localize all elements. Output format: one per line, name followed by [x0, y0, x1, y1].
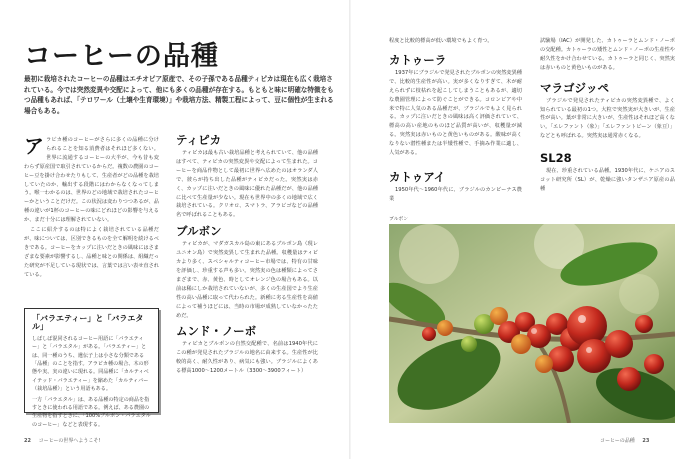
- heading-bourbon: ブルボン: [176, 224, 222, 239]
- coffee-cherries-photo: [389, 224, 675, 423]
- left-page-number: 22: [24, 438, 31, 444]
- left-column-2: [176, 133, 318, 376]
- heading-catuai: カトゥアイ: [389, 169, 446, 184]
- caturra-text: 1937年にブラジルで発見されたブルボンの突然変異種で、比較的生産性が高い。実が多くなりすぎて、木が耐えられずに枝枯れを起こしてしまうこともあるが、適切な農園管理によって防ぐことができる。コロンビアや中米で特に人気のある品種だが、ブラジルでもよく見られる。カップに注いだときの風味は高く評価されていて、標高の高い産地のものほど品質が高いが、収穫量が減る。突然実は赤いものと黄色いものがある。酸味が高くなりない潜性種または半矮性種で、手摘み作業に適し、人気がある。: [389, 69, 522, 157]
- left-footer-text: コーヒーの世界へようこそ!: [38, 438, 101, 444]
- photo-caption: ブルボン: [389, 217, 408, 222]
- sidebar-title: 「バラエティー」と「バラエタル」: [32, 314, 144, 332]
- colB-top-text: 試験場（IAC）が開発した、カトゥーラとムンド・ノーボの交配種。カトゥーラの矮性とムンド・ノーボの生産性や耐久性をかけ合わせている。カトゥーラと同じく、突然実は赤いものと黄色いものがある。: [540, 38, 675, 71]
- colA-top-text: 程度と比較的標高が低い環境でもよく育つ。: [389, 38, 493, 44]
- right-column-1: [389, 37, 522, 204]
- column1-text-1: ラビカ種のコーヒーがさらに多くの品種に分けられることを知る消費者はそれほど多くない。世界に流通するコーヒーの大半が、今も昔も変わらず原産国で取引されているからだ。複数の農園のコーヒー豆を掛け合わせたりもして、生産者がどの品種を栽培していたのか、輸出する段階にはわからなくなってしまう。喉一わかるのは、世界のどの地域で栽培されたコーヒーかということだけだ。この状況は変わりつつあるが、品種の違いが1杯のコーヒーの味にどれほどの影響を与えるか、まだ十分には理解されていない。: [24, 137, 159, 224]
- sl28-text: 現在、珍重されている品種。1930年代に、ケニアのスコット研究所（SL）が、乾燥に強いタンザニア原産の品種: [540, 168, 675, 192]
- heading-typica: ティピカ: [176, 133, 222, 147]
- sidebar-box: [24, 308, 159, 428]
- right-footer-text: コーヒーの品種: [600, 438, 635, 444]
- page-spine: [349, 0, 351, 459]
- column1-paragraph-1: [24, 136, 159, 225]
- intro-paragraph: 最初に栽培されたコーヒーの品種はエチオピア原産で、その子孫である品種ティピカは現在も広く栽培されている。今では突然変異や交配によって、他にも多くの品種が存在する。もともと味に明確な特徴をもつ品種もあれば、「テロワール（土壌や生育環境）」や栽培方法、精製工程によって、豆に個性が生まれる場合もある。: [24, 75, 334, 115]
- page-title: コーヒーの品種: [24, 41, 219, 72]
- heading-maragogype: マラゴジッペ: [540, 80, 609, 95]
- catuai-text: 1950年代〜1960年代に、ブラジルのカンピーナス農業: [389, 186, 522, 202]
- sidebar-paragraph-1: しばしば混同されるコーヒー用語に「バラエティー」と「バラエタル」がある。「バラエティー」とは、同一種のうち、遺伝子上は小さな分類である「品種」のことを指す。アラビカ種の場合、木の形態や実、実の違いに現れる。同品種に「カルティベイテッド・バラエティー」を縮めた「カルティバー（栽培品種）」という用語もある。: [32, 335, 149, 393]
- mundo-novo-text: ティピカとブルボンの自然交配種で、名前は1940年代にこの種が発見されたブラジルの地名に由来する。生産性が比較的高く、耐久性があり、病気にも強い。ブラジルによくある標高1000〜1200メートル（3300〜3900フィート）: [176, 341, 318, 375]
- coffee-cherries-illustration: [389, 224, 675, 423]
- right-column-2: [540, 37, 675, 194]
- maragogype-text: ブラジルで発見されたティピカの突然変異種で、よく知られている最初の1つ。大粒で突然実が大きいが、生産性が高い。葉が非常に大きいが、生産性はそれほど高くない。「エレファント（象）」「エレファントビーン（象豆）」などとも呼ばれる。突然実は通常赤くなる。: [540, 97, 675, 140]
- heading-mundo-novo: ムンド・ノーボ: [176, 324, 257, 339]
- heading-sl28: SL28: [540, 151, 572, 166]
- sidebar-paragraph-2: 一方「バラエタル」は、ある品種の特定の商品を指すときに使われる用語である。例えば、ある農園の生産物を指すときに、「100%ブルボン・バラエタルのコーヒー」などと表現する。: [32, 396, 151, 428]
- column1-paragraph-2: ここに紹介するのは特によく栽培されている品種だが、味については、区別できるものを全て解明を続けるべきである。コーヒーをカップに注いだときの風味にはさまざまな要素が影響するし、品種と味との関係は、組織だった研究が不足している現状では、言葉では言い表せ直されている。: [24, 227, 159, 278]
- drop-cap: ア: [24, 134, 44, 158]
- left-footer: [24, 437, 100, 444]
- left-column-1: [24, 136, 159, 280]
- bourbon-text: ティピカが、マダガスカル島の東にあるブルボン島（現レユニオン島）で突然変異して生まれた品種。収穫量はティピカより多く、スペシャルティコーヒー市場では、特有の甘味を評価し、珍重する声も多い。突然実の色は種類によってさまざまで、赤、黄色、時としてオレンジ色の場合もある。以前は稀にしか栽培されていないが、多くの生産国でより生産性の高い品種に取って代わられた。新種に劣る生産性を高値によって補うほどには、当時の市場が成熟していなかったためだ。: [176, 241, 318, 319]
- right-page-number: 23: [642, 438, 650, 444]
- right-footer: [600, 437, 649, 444]
- typica-text: ティピカは最も古い栽培品種と考えられていて、他の品種はすべて、ティピカの突然変異や交配によって生まれた。コーヒーを商品作物として最初に世界へ広めたのはオランダ人で、彼らが持ち出した品種がティピカだった。突然実は赤く、カップに注いだときの風味に優れた品種だが、他の品種に比べて生産量が少ない。現在も世界中の多くの地域で広く栽培されている。クリオロ、スマトラ、アラビゴなどの品種名で呼ばれることもある。: [176, 150, 318, 219]
- heading-caturra: カトゥーラ: [389, 52, 447, 67]
